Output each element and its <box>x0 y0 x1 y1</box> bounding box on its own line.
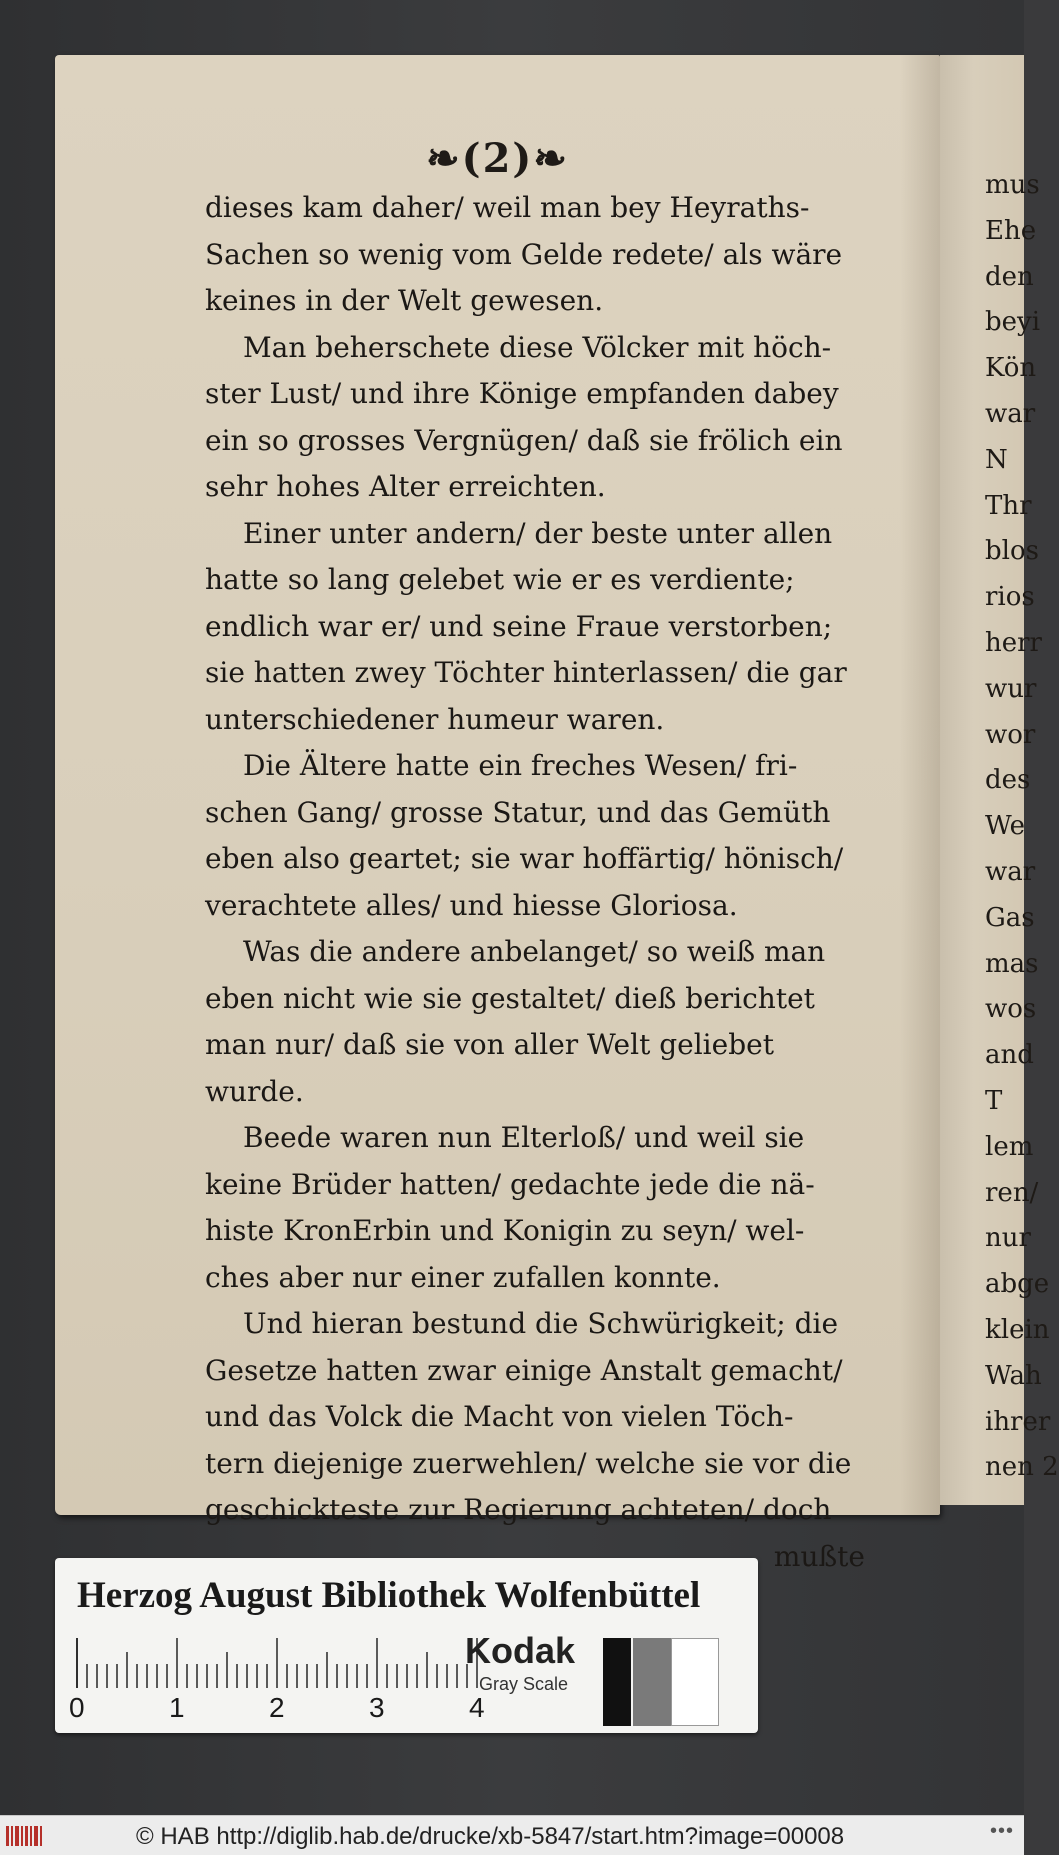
color-chart <box>55 1558 758 1733</box>
adjacent-text-fragment: Wah <box>985 1360 1042 1391</box>
text-line: unterschiedener humeur waren. <box>205 702 665 736</box>
adjacent-text-fragment: ihrer <box>985 1406 1051 1437</box>
text-line: Was die andere anbelanget/ so weiß man <box>243 935 826 968</box>
text-line: eben also geartet; sie war hoffärtig/ hönisch/ <box>205 842 844 875</box>
adjacent-page-edge <box>940 55 1059 1505</box>
adjacent-text-fragment: beyi <box>985 307 1041 338</box>
text-line: sie hatten zwey Töchter hinterlassen/ die gar <box>205 656 847 689</box>
text-line: histe KronErbin und Konigin zu seyn/ wel- <box>205 1214 805 1247</box>
page-header: ❧(2)❧ <box>426 135 569 182</box>
text-line: Einer unter andern/ der beste unter allen <box>243 516 833 550</box>
ruler-scale <box>77 1632 497 1722</box>
page-text <box>205 185 925 1580</box>
adjacent-text-fragment: and <box>985 1040 1034 1071</box>
footer-url[interactable]: © HAB http://diglib.hab.de/drucke/xb-5847/start.htm?image=00008 <box>136 1823 845 1850</box>
ruler-number: 3 <box>369 1692 385 1723</box>
adjacent-text-fragment: T <box>985 1086 1003 1116</box>
text-line: geschickteste zur Regierung achteten/ doch <box>205 1493 832 1526</box>
text-line: tern diejenige zuerwehlen/ welche sie vor die <box>205 1446 852 1480</box>
text-line: keine Brüder hatten/ gedachte jede die nä- <box>205 1167 815 1201</box>
adjacent-text-fragment: N <box>985 444 1008 475</box>
adjacent-text-fragment: nur <box>985 1223 1031 1254</box>
adjacent-text-fragment: abge <box>985 1269 1050 1300</box>
text-line: dieses kam daher/ weil man bey Heyraths- <box>205 191 810 224</box>
swatch-white <box>671 1638 719 1726</box>
text-line: sehr hohes Alter erreichten. <box>205 470 606 503</box>
adjacent-text-fragment: herr <box>985 628 1042 658</box>
adjacent-text-fragment: Kön <box>985 353 1037 384</box>
text-line: verachtete alles/ und hiesse Gloriosa. <box>205 888 738 922</box>
adjacent-text-fragment: Thr <box>985 490 1032 521</box>
adjacent-text-fragment: des <box>985 765 1031 796</box>
text-line: wurde. <box>205 1074 304 1108</box>
adjacent-text-fragment: mas <box>985 948 1039 979</box>
hab-logo-icon <box>6 1824 44 1848</box>
more-options-icon[interactable]: ••• <box>989 1820 1014 1842</box>
text-line: Gesetze hatten zwar einige Anstalt gemacht/ <box>205 1353 843 1387</box>
text-line: eben nicht wie sie gestaltet/ dieß berichtet <box>205 981 815 1015</box>
adjacent-text-fragment: mus <box>985 170 1040 200</box>
text-line: man nur/ daß sie von aller Welt geliebet <box>205 1028 774 1061</box>
text-line: Und hieran bestund die Schwürigkeit; die <box>243 1307 839 1340</box>
adjacent-text-fragment: nen 2 <box>985 1452 1059 1483</box>
text-line: Die Ältere hatte ein freches Wesen/ fri- <box>243 749 798 782</box>
text-line: ches aber nur einer zufallen konnte. <box>205 1260 721 1294</box>
adjacent-text-fragment: wos <box>985 994 1037 1025</box>
text-line: keines in der Welt gewesen. <box>205 284 604 317</box>
adjacent-text-fragment: den <box>985 261 1034 292</box>
text-line: Man beherschete diese Völcker mit höch- <box>243 330 832 364</box>
text-line: schen Gang/ grosse Statur, und das Gemüth <box>205 795 831 829</box>
text-line: Beede waren nun Elterloß/ und weil sie <box>243 1121 805 1154</box>
ruler-number: 1 <box>169 1692 185 1723</box>
book-page <box>55 55 940 1573</box>
text-line: ster Lust/ und ihre Könige empfanden dabey <box>205 377 839 410</box>
text-line: ein so grosses Vergnügen/ daß sie frölich ein <box>205 423 843 457</box>
text-line: und das Volck die Macht von vielen Töch- <box>205 1400 794 1433</box>
text-line: Sachen so wenig vom Gelde redete/ als wäre <box>205 237 843 271</box>
adjacent-text-fragment: Gas <box>985 902 1035 933</box>
adjacent-text-fragment: Ehe <box>985 215 1037 246</box>
kodak-logo: Kodak <box>465 1630 576 1671</box>
adjacent-text-fragment: wor <box>985 719 1036 750</box>
adjacent-text-fragment: klein <box>985 1315 1050 1345</box>
adjacent-text-fragment: war <box>985 399 1036 429</box>
adjacent-text-fragment: rios <box>985 582 1035 613</box>
chart-title: Herzog August Bibliothek Wolfenbüttel <box>77 1575 701 1616</box>
adjacent-text-fragment: wur <box>985 673 1037 704</box>
footer-bar <box>0 1815 1024 1855</box>
text-line: endlich war er/ und seine Fraue verstorben; <box>205 609 833 643</box>
adjacent-text-fragment: lem <box>985 1131 1034 1162</box>
kodak-subtitle: Gray Scale <box>479 1674 569 1694</box>
ruler-number: 2 <box>269 1692 285 1723</box>
adjacent-text-fragment: war <box>985 857 1036 887</box>
catchword: mußte <box>773 1539 865 1573</box>
adjacent-text-fragment: We <box>985 811 1025 842</box>
text-line: hatte so lang gelebet wie er es verdiente; <box>205 563 795 596</box>
adjacent-text-fragment: ren/ <box>985 1177 1039 1208</box>
swatch-gray <box>633 1638 671 1726</box>
ruler-number: 4 <box>469 1692 485 1723</box>
adjacent-text-fragment: blos <box>985 536 1039 567</box>
ruler-number: 0 <box>69 1692 85 1723</box>
swatch-black <box>603 1638 631 1726</box>
